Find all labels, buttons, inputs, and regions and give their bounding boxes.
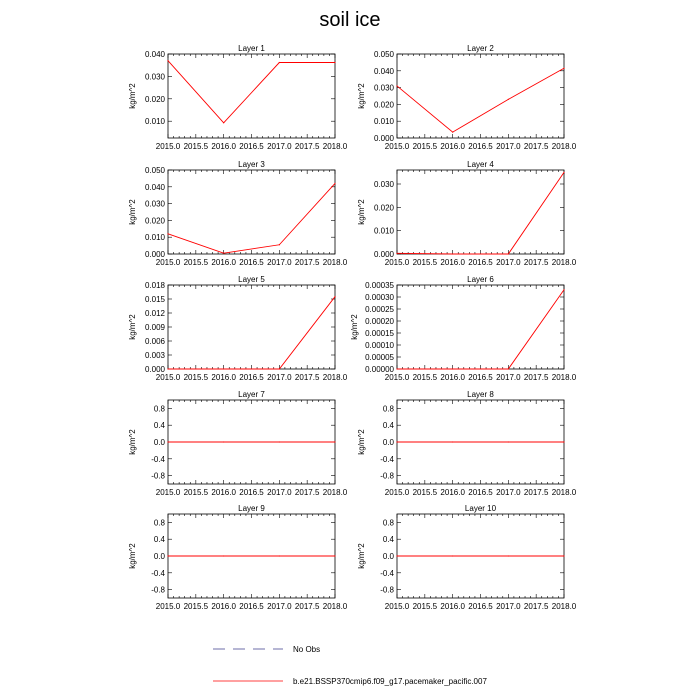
y-axis-label: kg/m^2 (357, 543, 366, 569)
data-point (167, 60, 168, 61)
x-tick-label: 2018.0 (322, 142, 348, 151)
data-point (563, 289, 564, 290)
x-tick-label: 2018.0 (322, 258, 348, 267)
chart-panel-10 (357, 504, 577, 611)
data-point (223, 122, 224, 123)
y-axis-label: kg/m^2 (128, 543, 137, 569)
x-tick-label: 2017.0 (267, 602, 292, 611)
x-tick-label: 2016.0 (211, 142, 236, 151)
y-tick-label: 0.010 (373, 117, 394, 127)
x-tick-label: 2015.0 (384, 488, 410, 497)
x-tick-label: 2016.5 (239, 142, 264, 151)
x-tick-label: 2016.5 (239, 602, 264, 611)
x-tick-label: 2017.0 (496, 373, 521, 382)
y-tick-label: 0.0 (153, 552, 165, 561)
y-tick-label: 0.00005 (365, 353, 394, 362)
y-tick-label: -0.8 (151, 585, 165, 595)
x-tick-label: 2017.5 (294, 258, 320, 267)
y-tick-label: 0.009 (144, 323, 165, 332)
plot-frame (168, 285, 335, 369)
data-point (508, 368, 509, 369)
data-point (452, 555, 453, 556)
y-tick-label: 0.012 (144, 309, 165, 318)
y-tick-label: 0.040 (144, 50, 165, 59)
x-tick-label: 2015.0 (155, 142, 181, 151)
data-point (334, 183, 335, 184)
data-point (223, 368, 224, 369)
y-tick-label: 0.0 (153, 438, 165, 447)
x-tick-label: 2016.5 (468, 602, 493, 611)
y-tick-label: 0.4 (153, 421, 165, 431)
x-tick-label: 2017.5 (294, 142, 320, 151)
x-tick-label: 2015.5 (183, 602, 209, 611)
y-tick-label: 0.050 (373, 50, 394, 59)
data-point (334, 62, 335, 63)
y-tick-label: -0.4 (151, 454, 165, 464)
data-point (223, 555, 224, 556)
x-tick-label: 2015.5 (183, 488, 209, 497)
legend-model-label: b.e21.BSSP370cmip6.f09_g17.pacemaker_pacific.007 (293, 677, 487, 686)
chart-panel-9 (128, 504, 348, 611)
y-tick-label: -0.8 (151, 471, 165, 481)
chart-title: Layer 9 (238, 504, 265, 513)
data-point (334, 296, 335, 297)
y-tick-label: -0.4 (380, 568, 394, 578)
y-tick-label: 0.00035 (365, 281, 394, 290)
x-tick-label: 2016.5 (239, 488, 264, 497)
x-tick-label: 2016.0 (211, 488, 236, 497)
y-tick-label: 0.006 (144, 337, 165, 346)
chart-title: Layer 5 (238, 275, 265, 284)
x-tick-label: 2016.0 (440, 142, 465, 151)
y-tick-label: -0.8 (380, 471, 394, 481)
x-tick-label: 2017.0 (496, 488, 521, 497)
data-point (223, 441, 224, 442)
x-tick-label: 2016.0 (440, 602, 465, 611)
y-tick-label: 0.030 (144, 72, 165, 82)
x-tick-label: 2016.5 (468, 488, 493, 497)
x-tick-label: 2018.0 (551, 488, 577, 497)
y-tick-label: 0.040 (373, 66, 394, 76)
chart-panel-3 (128, 160, 348, 267)
y-tick-label: 0.000 (373, 134, 394, 143)
y-tick-label: 0.8 (382, 518, 394, 528)
y-axis-label: kg/m^2 (357, 83, 366, 109)
chart-panel-7 (128, 390, 348, 497)
x-tick-label: 2017.0 (267, 373, 292, 382)
data-point (452, 132, 453, 133)
y-tick-label: 0.00015 (365, 329, 394, 338)
y-tick-label: 0.020 (144, 216, 165, 226)
x-tick-label: 2015.5 (183, 258, 209, 267)
x-tick-label: 2017.5 (523, 373, 549, 382)
series-line (397, 172, 564, 254)
y-tick-label: 0.015 (144, 295, 165, 304)
x-tick-label: 2017.0 (496, 258, 521, 267)
series-line (397, 68, 564, 132)
plot-frame (397, 54, 564, 138)
y-tick-label: 0.4 (382, 421, 394, 431)
x-tick-label: 2017.5 (523, 142, 549, 151)
x-tick-label: 2018.0 (322, 602, 348, 611)
chart-title: Layer 8 (467, 390, 494, 399)
data-point (279, 368, 280, 369)
x-tick-label: 2015.5 (412, 488, 438, 497)
legend (213, 645, 487, 686)
y-tick-label: 0.030 (373, 180, 394, 189)
y-tick-label: -0.4 (151, 568, 165, 578)
chart-title: Layer 3 (238, 160, 265, 169)
x-tick-label: 2016.0 (440, 488, 465, 497)
x-tick-label: 2015.5 (412, 373, 438, 382)
x-tick-label: 2016.0 (440, 258, 465, 267)
data-point (279, 244, 280, 245)
y-tick-label: 0.00020 (365, 317, 394, 326)
data-point (334, 555, 335, 556)
data-point (279, 441, 280, 442)
x-tick-label: 2016.5 (468, 258, 493, 267)
chart-panel-2 (357, 44, 577, 151)
data-point (508, 253, 509, 254)
chart-panel-6 (350, 275, 577, 382)
x-tick-label: 2017.0 (496, 142, 521, 151)
y-tick-label: 0.000 (373, 250, 394, 259)
y-tick-label: 0.0 (382, 438, 394, 447)
y-tick-label: -0.8 (380, 585, 394, 595)
x-tick-label: 2016.0 (211, 373, 236, 382)
chart-title: Layer 1 (238, 44, 265, 53)
data-point (396, 555, 397, 556)
data-point (452, 253, 453, 254)
data-point (563, 68, 564, 69)
chart-title: Layer 10 (464, 504, 497, 513)
y-tick-label: 0.020 (144, 94, 165, 104)
y-axis-label: kg/m^2 (128, 429, 137, 455)
y-tick-label: 0.8 (153, 518, 165, 528)
data-point (167, 368, 168, 369)
data-point (396, 85, 397, 86)
y-axis-label: kg/m^2 (350, 314, 359, 340)
y-axis-label: kg/m^2 (128, 199, 137, 225)
chart-title: Layer 7 (238, 390, 265, 399)
x-tick-label: 2017.0 (267, 142, 292, 151)
x-tick-label: 2015.0 (384, 142, 410, 151)
data-point (563, 172, 564, 173)
x-tick-label: 2015.0 (384, 258, 410, 267)
x-tick-label: 2018.0 (551, 373, 577, 382)
y-tick-label: 0.00010 (365, 341, 394, 350)
y-tick-label: 0.003 (144, 351, 165, 360)
x-tick-label: 2016.0 (211, 258, 236, 267)
data-point (452, 368, 453, 369)
x-tick-label: 2017.5 (523, 602, 549, 611)
y-tick-label: 0.8 (382, 404, 394, 414)
y-tick-label: 0.030 (373, 83, 394, 93)
data-point (396, 441, 397, 442)
x-tick-label: 2017.5 (523, 488, 549, 497)
data-point (452, 441, 453, 442)
series-line (168, 297, 335, 369)
x-tick-label: 2015.5 (183, 142, 209, 151)
y-tick-label: 0.010 (373, 226, 394, 236)
x-tick-label: 2016.5 (239, 258, 264, 267)
x-tick-label: 2018.0 (322, 373, 348, 382)
x-tick-label: 2016.0 (440, 373, 465, 382)
data-point (563, 441, 564, 442)
y-tick-label: 0.050 (144, 166, 165, 175)
data-point (279, 62, 280, 63)
y-tick-label: 0.4 (153, 535, 165, 545)
data-point (279, 555, 280, 556)
y-tick-label: 0.040 (144, 182, 165, 192)
x-tick-label: 2015.5 (412, 602, 438, 611)
chart-title: Layer 2 (467, 44, 494, 53)
data-point (508, 555, 509, 556)
y-tick-label: 0.010 (144, 117, 165, 127)
y-tick-label: 0.8 (153, 404, 165, 414)
page-title: soil ice (319, 9, 381, 31)
series-line (168, 61, 335, 123)
x-tick-label: 2017.5 (523, 258, 549, 267)
x-tick-label: 2016.5 (239, 373, 264, 382)
chart-panel-5 (128, 275, 348, 382)
y-axis-label: kg/m^2 (357, 199, 366, 225)
series-line (397, 290, 564, 369)
y-tick-label: 0.0 (382, 552, 394, 561)
y-axis-label: kg/m^2 (128, 83, 137, 109)
x-tick-label: 2015.0 (155, 602, 181, 611)
data-point (167, 441, 168, 442)
x-tick-label: 2016.0 (211, 602, 236, 611)
chart-panel-4 (357, 160, 577, 267)
x-tick-label: 2018.0 (551, 258, 577, 267)
data-point (396, 368, 397, 369)
x-tick-label: 2018.0 (322, 488, 348, 497)
y-tick-label: 0.018 (144, 281, 165, 290)
x-tick-label: 2017.5 (294, 373, 320, 382)
legend-obs-label: No Obs (293, 645, 321, 654)
x-tick-label: 2017.0 (267, 488, 292, 497)
x-tick-label: 2015.0 (155, 488, 181, 497)
data-point (563, 555, 564, 556)
chart-title: Layer 4 (467, 160, 494, 169)
y-tick-label: 0.030 (144, 199, 165, 209)
y-tick-label: 0.020 (373, 203, 394, 213)
data-point (508, 99, 509, 100)
x-tick-label: 2018.0 (551, 602, 577, 611)
plot-frame (397, 285, 564, 369)
x-tick-label: 2015.5 (412, 258, 438, 267)
x-tick-label: 2015.0 (155, 373, 181, 382)
chart-panel-8 (357, 390, 577, 497)
y-tick-label: 0.4 (382, 535, 394, 545)
data-point (334, 441, 335, 442)
x-tick-label: 2015.5 (183, 373, 209, 382)
x-tick-label: 2017.5 (294, 488, 320, 497)
x-tick-label: 2016.5 (468, 142, 493, 151)
y-axis-label: kg/m^2 (128, 314, 137, 340)
x-tick-label: 2015.0 (384, 602, 410, 611)
x-tick-label: 2018.0 (551, 142, 577, 151)
data-point (396, 253, 397, 254)
data-point (167, 233, 168, 234)
data-point (508, 441, 509, 442)
y-tick-label: 0.000 (144, 250, 165, 259)
plot-frame (397, 170, 564, 254)
y-tick-label: 0.00000 (365, 365, 394, 374)
y-tick-label: 0.00025 (365, 305, 394, 314)
series-line (168, 183, 335, 253)
data-point (167, 555, 168, 556)
y-tick-label: 0.00030 (365, 293, 394, 302)
x-tick-label: 2015.5 (412, 142, 438, 151)
x-tick-label: 2017.5 (294, 602, 320, 611)
x-tick-label: 2015.0 (155, 258, 181, 267)
y-tick-label: -0.4 (380, 454, 394, 464)
chart-title: Layer 6 (467, 275, 494, 284)
y-tick-label: 0.000 (144, 365, 165, 374)
x-tick-label: 2016.5 (468, 373, 493, 382)
x-tick-label: 2017.0 (496, 602, 521, 611)
data-point (223, 253, 224, 254)
y-tick-label: 0.010 (144, 233, 165, 243)
y-axis-label: kg/m^2 (357, 429, 366, 455)
x-tick-label: 2017.0 (267, 258, 292, 267)
chart-panel-1 (128, 44, 348, 151)
plot-frame (168, 170, 335, 254)
x-tick-label: 2015.0 (384, 373, 410, 382)
plot-frame (168, 54, 335, 138)
y-tick-label: 0.020 (373, 100, 394, 110)
